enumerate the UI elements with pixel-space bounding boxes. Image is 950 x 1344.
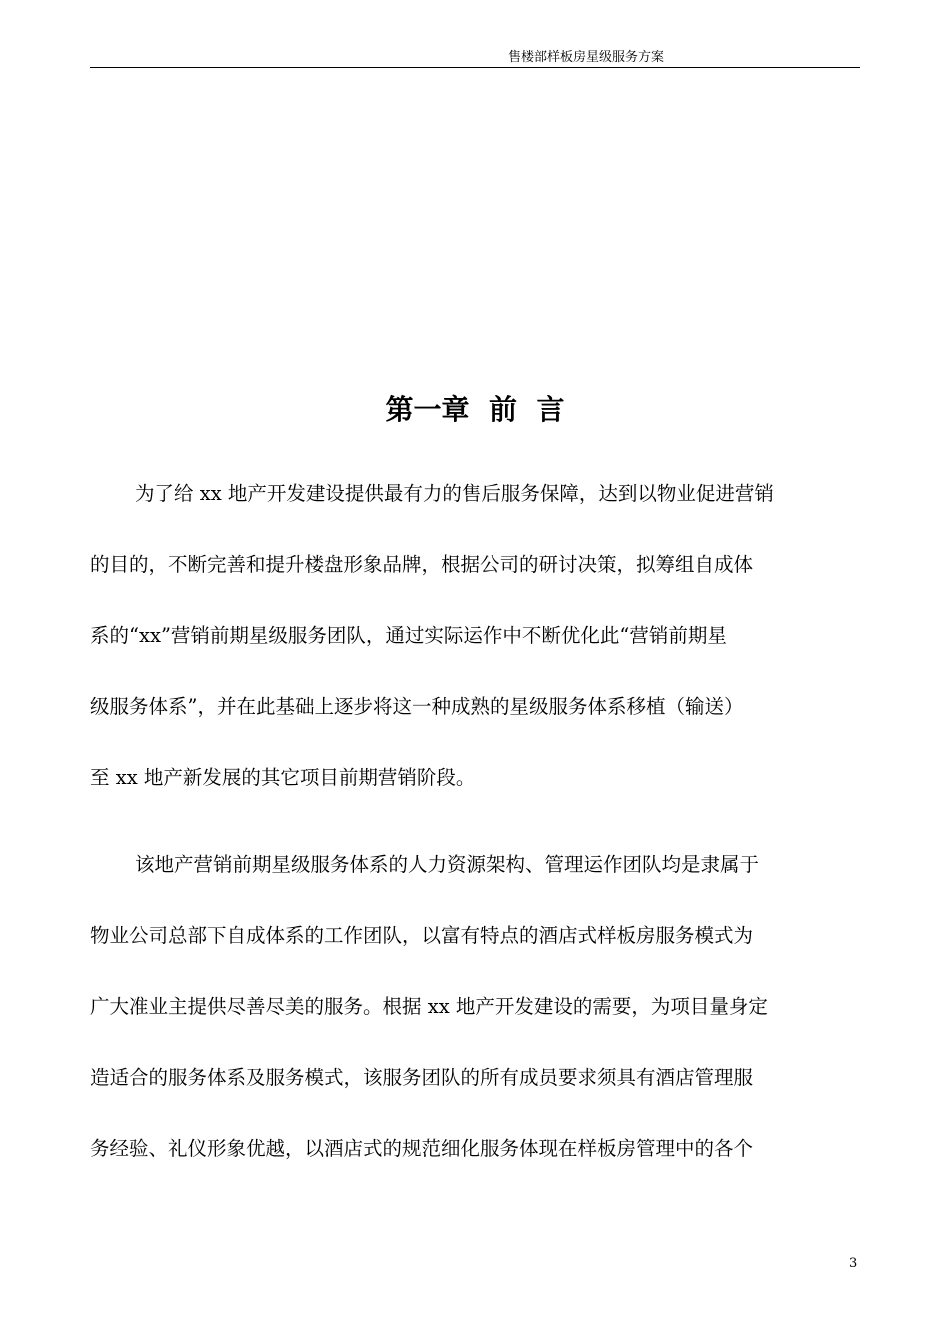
paragraph-line: 造适合的服务体系及服务模式，该服务团队的所有成员要求须具有酒店管理服 xyxy=(90,1066,754,1089)
paragraph-line: 该地产营销前期星级服务体系的人力资源架构、管理运作团队均是隶属于 xyxy=(135,853,760,876)
paragraph-line: 广大准业主提供尽善尽美的服务。根据 xx 地产开发建设的需要，为项目量身定 xyxy=(90,995,768,1018)
paragraph-line: 至 xx 地产新发展的其它项目前期营销阶段。 xyxy=(90,766,476,789)
paragraph-line: 物业公司总部下自成体系的工作团队，以富有特点的酒店式样板房服务模式为 xyxy=(90,924,754,947)
paragraph-line: 务经验、礼仪形象优越，以酒店式的规范细化服务体现在样板房管理中的各个 xyxy=(90,1137,754,1160)
paragraph-line: 系的“xx”营销前期星级服务团队，通过实际运作中不断优化此“营销前期星 xyxy=(90,624,727,647)
paragraph-line: 的目的，不断完善和提升楼盘形象品牌，根据公司的研讨决策，拟筹组自成体 xyxy=(90,553,754,576)
running-header: 售楼部样板房星级服务方案 xyxy=(508,50,665,65)
paragraph-line: 为了给 xx 地产开发建设提供最有力的售后服务保障，达到以物业促进营销 xyxy=(135,482,774,505)
header-divider xyxy=(90,67,860,68)
page-number: 3 xyxy=(849,1256,858,1271)
paragraph-line: 级服务体系”，并在此基础上逐步将这一种成熟的星级服务体系移植（输送） xyxy=(90,695,744,718)
chapter-title: 第一章 前 言 xyxy=(385,393,565,426)
